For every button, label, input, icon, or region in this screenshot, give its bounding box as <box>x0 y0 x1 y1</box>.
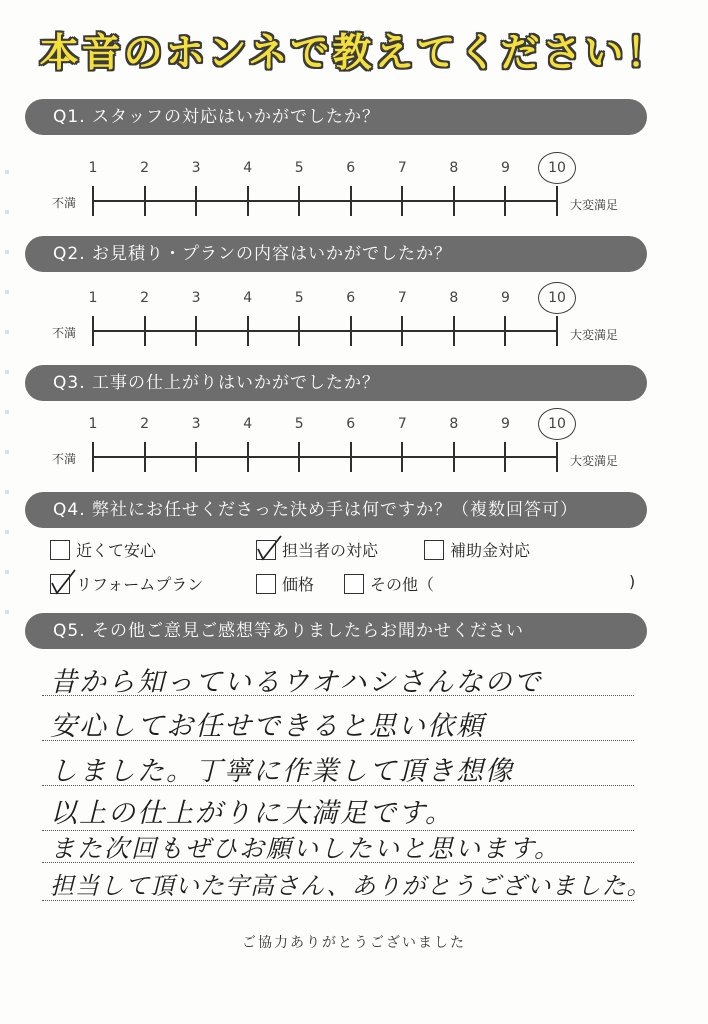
scale-number: 8 <box>449 290 459 306</box>
scale-tick[interactable] <box>92 442 94 472</box>
scale-tick[interactable] <box>556 316 558 346</box>
scale-right-label: 大変満足 <box>570 454 619 468</box>
scale-left-label: 不満 <box>52 326 77 340</box>
option-reform-plan[interactable] <box>50 572 203 595</box>
checkbox[interactable] <box>50 574 70 594</box>
scale-tick[interactable] <box>92 316 94 346</box>
scale-number: 1 <box>88 416 98 432</box>
scale-number: 10 <box>548 290 566 306</box>
checkbox[interactable] <box>50 540 70 560</box>
scale-tick[interactable] <box>350 186 352 216</box>
scale-tick[interactable] <box>144 316 146 346</box>
scale-tick[interactable] <box>247 316 249 346</box>
scale-tick[interactable] <box>144 442 146 472</box>
scale-tick[interactable] <box>350 316 352 346</box>
scale-number: 7 <box>397 160 407 176</box>
q3-rating-scale <box>0 406 708 476</box>
scale-number: 4 <box>243 160 253 176</box>
scale-tick[interactable] <box>401 316 403 346</box>
scale-right-label: 大変満足 <box>570 198 619 212</box>
scale-number: 4 <box>243 290 253 306</box>
q3-header: Q3. 工事の仕上がりはいかがでしたか？ <box>25 365 647 401</box>
checkbox[interactable] <box>344 574 364 594</box>
option-subsidy-support[interactable] <box>424 538 530 561</box>
scale-number: 5 <box>294 290 304 306</box>
scale-number: 9 <box>500 416 510 432</box>
scale-number: 1 <box>88 290 98 306</box>
scale-number: 6 <box>346 290 356 306</box>
checkmark-icon <box>253 532 283 562</box>
option-label: 価格 <box>282 575 315 594</box>
scale-number: 8 <box>449 160 459 176</box>
q1-header: Q1. スタッフの対応はいかがでしたか？ <box>25 99 647 135</box>
scale-number: 9 <box>500 290 510 306</box>
scale-tick[interactable] <box>195 186 197 216</box>
scale-tick[interactable] <box>298 442 300 472</box>
scale-line <box>93 330 557 332</box>
scale-tick[interactable] <box>350 442 352 472</box>
option-other[interactable] <box>344 572 434 595</box>
scale-line <box>93 456 557 458</box>
selected-rating-circle <box>538 152 576 184</box>
comment-line-6: 担当して頂いた宇高さん、ありがとうございました。 <box>50 872 652 900</box>
selected-rating-circle <box>538 282 576 314</box>
scale-tick[interactable] <box>401 186 403 216</box>
scale-number: 9 <box>500 160 510 176</box>
scale-number: 6 <box>346 416 356 432</box>
scale-number: 7 <box>397 290 407 306</box>
checkbox[interactable] <box>424 540 444 560</box>
comment-line-5: また次回もぜひお願いしたいと思います。 <box>50 834 562 863</box>
scale-tick[interactable] <box>504 186 506 216</box>
scale-number: 3 <box>191 290 201 306</box>
scale-tick[interactable] <box>556 186 558 216</box>
scale-number: 4 <box>243 416 253 432</box>
scale-tick[interactable] <box>556 442 558 472</box>
comment-line-1: 昔から知っているウオハシさんなので <box>50 667 543 698</box>
scale-tick[interactable] <box>144 186 146 216</box>
scale-tick[interactable] <box>92 186 94 216</box>
scale-number: 2 <box>140 416 149 432</box>
scale-left-label: 不満 <box>52 452 77 466</box>
scale-number: 8 <box>449 416 459 432</box>
scale-tick[interactable] <box>504 442 506 472</box>
q1-rating-scale <box>0 150 708 220</box>
option-label: 担当者の対応 <box>282 541 379 560</box>
scale-line <box>93 200 557 202</box>
scale-number: 3 <box>191 416 201 432</box>
scale-number: 6 <box>346 160 356 176</box>
scale-number: 10 <box>548 416 566 432</box>
scale-tick[interactable] <box>453 442 455 472</box>
checkbox[interactable] <box>256 540 276 560</box>
comment-line-4: 以上の仕上がりに大満足です。 <box>50 798 454 829</box>
option-price[interactable] <box>256 572 314 595</box>
scale-number: 7 <box>397 416 407 432</box>
comment-line-3: しました。丁寧に作業して頂き想像 <box>50 756 514 787</box>
scale-number: 3 <box>191 160 201 176</box>
scale-number: 2 <box>140 290 149 306</box>
checkmark-icon <box>47 566 77 596</box>
q2-rating-scale <box>0 280 708 350</box>
scale-tick[interactable] <box>298 186 300 216</box>
checkbox[interactable] <box>256 574 276 594</box>
option-near-reassuring[interactable] <box>50 538 156 561</box>
scale-tick[interactable] <box>504 316 506 346</box>
scale-left-label: 不満 <box>52 196 77 210</box>
scale-number: 10 <box>548 160 566 176</box>
scale-tick[interactable] <box>453 316 455 346</box>
option-label: その他（ <box>370 575 435 594</box>
footer-thanks: ご協力ありがとうございました <box>242 935 466 951</box>
option-staff-response[interactable] <box>256 538 378 561</box>
scale-number: 5 <box>294 160 304 176</box>
other-close-paren: ) <box>629 572 636 591</box>
q4-header: Q4. 弊社にお任せくださった決め手は何ですか？（複数回答可） <box>25 492 647 528</box>
option-label: 補助金対応 <box>450 541 531 560</box>
option-label: 近くて安心 <box>76 541 157 560</box>
scale-number: 2 <box>140 160 149 176</box>
scale-tick[interactable] <box>195 442 197 472</box>
scale-right-label: 大変満足 <box>570 328 619 342</box>
scale-number: 1 <box>88 160 98 176</box>
q2-header: Q2. お見積り・プランの内容はいかがでしたか？ <box>25 236 647 272</box>
comment-line-2: 安心してお任せできると思い依頼 <box>50 711 485 742</box>
scale-tick[interactable] <box>401 442 403 472</box>
scale-tick[interactable] <box>247 442 249 472</box>
scale-number: 5 <box>294 416 304 432</box>
scale-tick[interactable] <box>247 186 249 216</box>
scale-tick[interactable] <box>298 316 300 346</box>
scale-tick[interactable] <box>195 316 197 346</box>
q5-header: Q5. その他ご意見ご感想等ありましたらお聞かせください <box>25 613 647 649</box>
selected-rating-circle <box>538 408 576 440</box>
page-title: 本音のホンネで教えてください！ <box>39 31 669 76</box>
option-label: リフォームプラン <box>76 575 204 594</box>
scale-tick[interactable] <box>453 186 455 216</box>
